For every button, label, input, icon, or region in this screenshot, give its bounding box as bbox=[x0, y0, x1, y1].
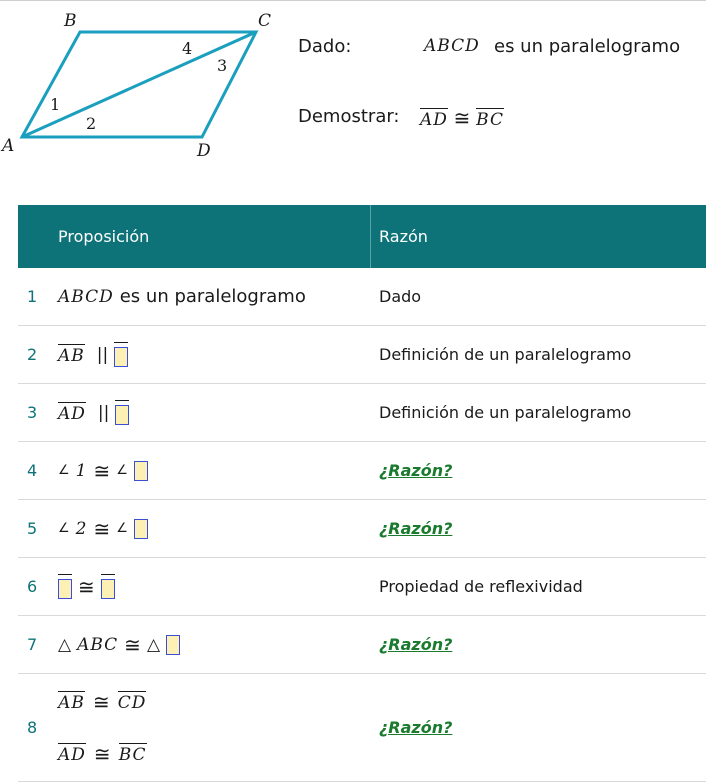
parallelogram-figure bbox=[0, 8, 290, 168]
congruent-symbol: ≅ bbox=[453, 106, 471, 130]
row-number: 8 bbox=[27, 718, 38, 737]
diagonal-ac bbox=[22, 32, 256, 137]
row-number: 4 bbox=[27, 461, 38, 480]
row-number: 5 bbox=[27, 519, 38, 538]
vertex-c: C bbox=[258, 11, 272, 31]
prove-seg-bc: BC bbox=[476, 110, 504, 130]
congruent-symbol: ≅ bbox=[93, 458, 111, 483]
answer-blank[interactable] bbox=[134, 519, 148, 539]
answer-blank[interactable] bbox=[166, 635, 180, 655]
table-row bbox=[18, 268, 706, 326]
parallel-symbol: || bbox=[97, 402, 110, 423]
congruent-symbol: ≅ bbox=[93, 516, 111, 541]
angle-value: 2 bbox=[75, 518, 88, 539]
table-row bbox=[18, 500, 706, 558]
statement-math: ABCD bbox=[58, 286, 114, 307]
angle-label-1: 1 bbox=[50, 95, 61, 114]
table-header bbox=[18, 205, 706, 268]
reason-text: Definición de un paralelogramo bbox=[379, 403, 632, 422]
triangle-abc: ABC bbox=[77, 634, 119, 655]
header-reason: Razón bbox=[379, 227, 428, 246]
row-number: 7 bbox=[27, 635, 38, 654]
parallel-symbol: || bbox=[96, 344, 109, 365]
reason-link[interactable]: ¿Razón? bbox=[379, 718, 453, 737]
segment-ad: AD bbox=[58, 403, 86, 424]
congruent-symbol: ≅ bbox=[93, 741, 111, 766]
reason-link[interactable]: ¿Razón? bbox=[379, 635, 453, 654]
triangle-icon: △ bbox=[146, 634, 161, 655]
proof-table bbox=[18, 205, 706, 782]
given-section bbox=[298, 36, 681, 57]
row-number: 2 bbox=[27, 345, 38, 364]
angle-label-4: 4 bbox=[182, 39, 193, 58]
reason-link[interactable]: ¿Razón? bbox=[379, 461, 453, 480]
table-row bbox=[18, 384, 706, 442]
row-number: 3 bbox=[27, 403, 38, 422]
answer-blank[interactable] bbox=[134, 461, 148, 481]
answer-blank[interactable] bbox=[101, 579, 115, 599]
table-row bbox=[18, 326, 706, 384]
top-divider bbox=[0, 0, 706, 1]
segment-cd: CD bbox=[117, 692, 147, 713]
given-math: ABCD bbox=[424, 36, 480, 56]
vertex-b: B bbox=[64, 11, 77, 31]
answer-blank[interactable] bbox=[58, 579, 72, 599]
vertex-d: D bbox=[197, 141, 211, 161]
reason-text: Propiedad de reflexividad bbox=[379, 577, 583, 596]
segment-ad: AD bbox=[58, 744, 86, 765]
prove-label: Demostrar: bbox=[298, 106, 400, 127]
segment-bc: BC bbox=[118, 744, 147, 765]
given-text: es un paralelogramo bbox=[494, 36, 681, 57]
angle-icon: ∠ bbox=[58, 521, 70, 536]
reason-link[interactable]: ¿Razón? bbox=[379, 519, 453, 538]
table-row bbox=[18, 442, 706, 500]
triangle-icon: △ bbox=[58, 634, 72, 655]
answer-blank[interactable] bbox=[115, 405, 129, 425]
row-number: 6 bbox=[27, 577, 38, 596]
angle-icon: ∠ bbox=[58, 463, 70, 478]
angle-icon: ∠ bbox=[116, 463, 128, 478]
table-row bbox=[18, 674, 706, 782]
congruent-symbol: ≅ bbox=[124, 632, 141, 657]
segment-ab: AB bbox=[58, 345, 85, 366]
reason-text: Definición de un paralelogramo bbox=[379, 345, 632, 364]
table-row bbox=[18, 558, 706, 616]
reason-text: Dado bbox=[379, 287, 422, 306]
congruent-symbol: ≅ bbox=[92, 689, 110, 714]
congruent-symbol: ≅ bbox=[78, 574, 95, 599]
given-label: Dado: bbox=[298, 36, 352, 57]
table-row bbox=[18, 616, 706, 674]
vertex-a: A bbox=[2, 136, 15, 156]
statement-text: es un paralelogramo bbox=[119, 286, 306, 307]
angle-icon: ∠ bbox=[116, 521, 128, 536]
answer-blank[interactable] bbox=[114, 347, 128, 367]
angle-value: 1 bbox=[75, 460, 88, 481]
prove-seg-ad: AD bbox=[420, 110, 448, 130]
prove-section bbox=[298, 106, 504, 130]
angle-label-2: 2 bbox=[86, 114, 97, 133]
row-number: 1 bbox=[27, 287, 38, 306]
angle-label-3: 3 bbox=[217, 56, 228, 75]
header-proposition: Proposición bbox=[18, 205, 371, 268]
segment-ab: AB bbox=[58, 692, 85, 713]
